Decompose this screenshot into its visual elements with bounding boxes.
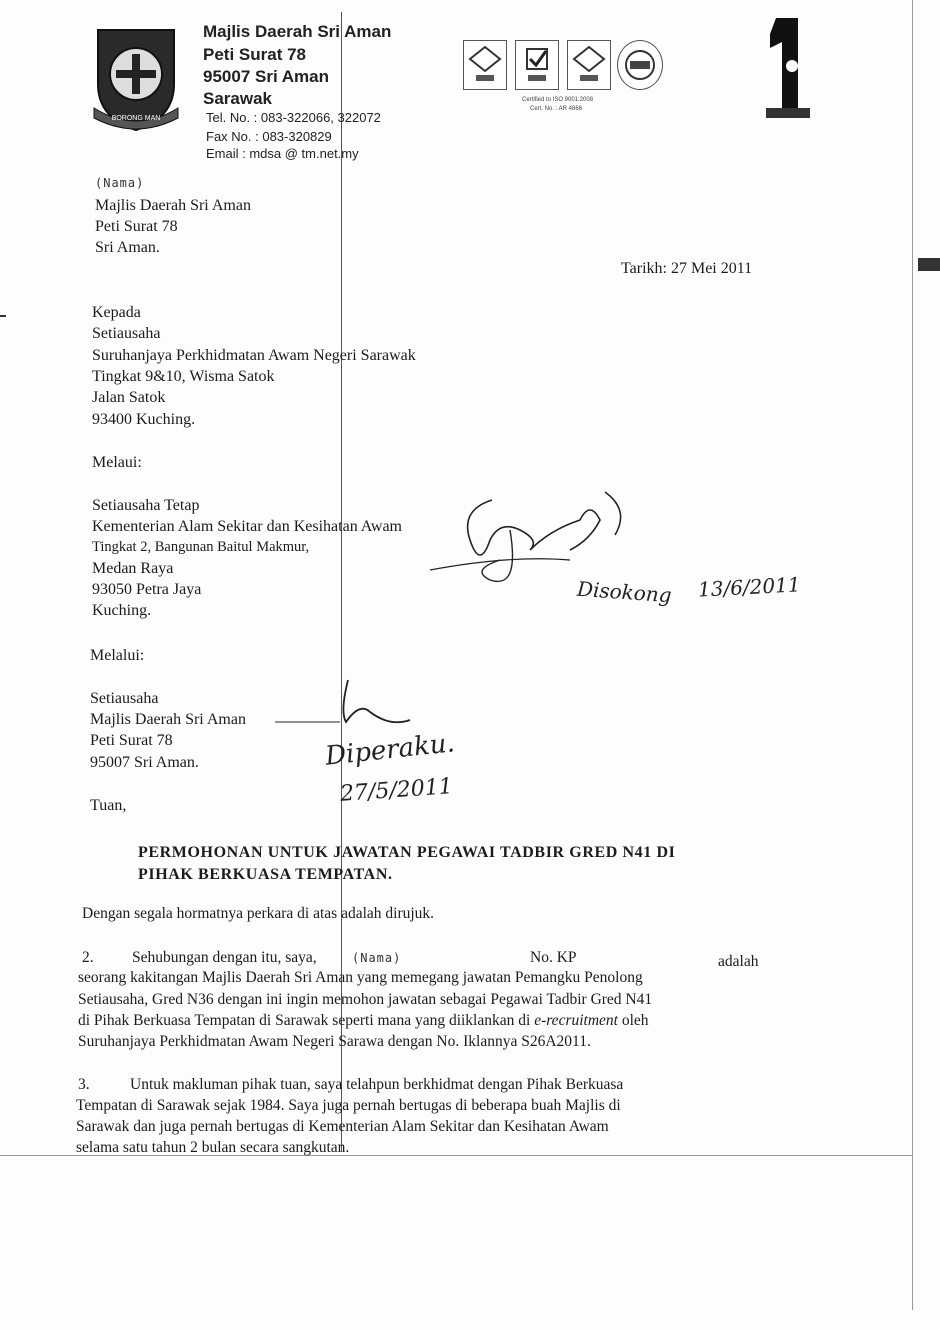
- p3-line-1: Untuk makluman pihak tuan, saya telahpun berkhidmat dengan Pihak Berkuasa: [130, 1076, 624, 1093]
- quality-badge-4: [617, 40, 663, 90]
- signature-2-date: 27/5/2011: [339, 774, 454, 807]
- via2-line-4: 95007 Sri Aman.: [90, 754, 199, 771]
- p2-line-4-end: oleh: [621, 1012, 649, 1029]
- quality-badge-2: [515, 40, 559, 90]
- via1-line-1: Setiausaha Tetap: [92, 497, 200, 514]
- checkmark-cert-icon: [516, 41, 558, 89]
- recipient-line-1: Setiausaha: [92, 325, 161, 342]
- quality-mark-icon-2: [568, 41, 610, 89]
- sender-line-1: Majlis Daerah Sri Aman: [95, 197, 251, 214]
- via2-line-3: Peti Surat 78: [90, 732, 173, 749]
- quality-mark-icon: [464, 41, 506, 89]
- org-state: Sarawak: [203, 89, 272, 108]
- recipient-line-4: Jalan Satok: [92, 389, 166, 406]
- sender-line-3: Sri Aman.: [95, 239, 160, 256]
- recipient-line-2: Suruhanjaya Perkhidmatan Awam Negeri Sarawak: [92, 347, 416, 364]
- via2-line-1: Setiausaha: [90, 690, 159, 707]
- cert-text-2: Cert. No. : AR 4866: [530, 106, 583, 112]
- via1-label: Melaui:: [92, 454, 142, 471]
- org-postcode-city: 95007 Sri Aman: [203, 67, 329, 86]
- sender-name-placeholder: (Nama): [95, 176, 145, 190]
- p2-line-4-text: di Pihak Berkuasa Tempatan di Sarawak seperti mana yang diiklankan di: [78, 1012, 531, 1029]
- cert-text-1: Certified to ISO 9001:2008: [522, 97, 594, 103]
- recipient-line-3: Tingkat 9&10, Wisma Satok: [92, 368, 275, 385]
- p3-number: 3.: [78, 1076, 90, 1093]
- p2-line-5: Suruhanjaya Perkhidmatan Awam Negeri Sarawa dengan No. Iklannya S26A2011.: [78, 1033, 591, 1050]
- crest-ribbon-text: BORONG MAN: [111, 115, 161, 122]
- p2-adalah: adalah: [718, 953, 759, 970]
- edge-mark: [918, 258, 940, 271]
- signature-1-date: 13/6/2011: [697, 572, 802, 602]
- org-email: Email : mdsa @ tm.net.my: [206, 146, 359, 161]
- signature-2-scribble: [270, 672, 450, 732]
- p2-name-placeholder: (Nama): [352, 951, 402, 965]
- via2-line-2: Majlis Daerah Sri Aman: [90, 711, 246, 728]
- recipient-kepada: Kepada: [92, 304, 141, 321]
- p2-line-2: seorang kakitangan Majlis Daerah Sri Aman yang memegang jawatan Pemangku Penolong: [78, 969, 643, 986]
- org-po-box: Peti Surat 78: [203, 45, 306, 64]
- via1-line-3: Tingkat 2, Bangunan Baitul Makmur,: [92, 539, 310, 555]
- via1-line-2: Kementerian Alam Sekitar dan Kesihatan Awam: [92, 518, 402, 535]
- p2-kp-label: No. KP: [530, 949, 577, 966]
- iso-ring-icon: [618, 41, 662, 89]
- quality-badge-3: [567, 40, 611, 90]
- signature-1-name: Disokong: [576, 576, 673, 608]
- e-recruitment-term: e-recruitment: [534, 1012, 618, 1029]
- subject-line-1: PERMOHONAN UNTUK JAWATAN PEGAWAI TADBIR GRED N41 DI: [138, 844, 676, 861]
- via1-line-4: Medan Raya: [92, 560, 174, 577]
- p3-line-2: Tempatan di Sarawak sejak 1984. Saya juga pernah bertugas di beberapa buah Majlis di: [76, 1097, 621, 1114]
- greeting: Tuan,: [90, 797, 127, 814]
- edge-tick: [0, 315, 6, 317]
- signature-2-note: Diperaku.: [323, 728, 457, 772]
- via2-label: Melalui:: [90, 647, 145, 664]
- quality-badge-1: [463, 40, 507, 90]
- p2-number: 2.: [82, 949, 94, 966]
- sender-line-2: Peti Surat 78: [95, 218, 178, 235]
- subject-line-2: PIHAK BERKUASA TEMPATAN.: [138, 866, 393, 883]
- p2-line-3: Setiausaha, Gred N36 dengan ini ingin memohon jawatan sebagai Pegawai Tadbir Gred N41: [78, 991, 653, 1008]
- org-fax: Fax No. : 083-320829: [206, 129, 332, 144]
- p2-line-4: [78, 1011, 649, 1031]
- p2-intro: Sehubungan dengan itu, saya,: [132, 949, 317, 966]
- org-name: Majlis Daerah Sri Aman: [203, 22, 392, 41]
- recipient-line-5: 93400 Kuching.: [92, 411, 196, 428]
- via1-line-5: 93050 Petra Jaya: [92, 581, 202, 598]
- one-malaysia-logo: [752, 12, 814, 124]
- body-paragraph-1: Dengan segala hormatnya perkara di atas adalah dirujuk.: [82, 905, 435, 922]
- letter-date: Tarikh: 27 Mei 2011: [621, 260, 753, 277]
- p3-line-4: selama satu tahun 2 bulan secara sangkutan.: [76, 1139, 350, 1156]
- org-tel: Tel. No. : 083-322066, 322072: [206, 110, 381, 125]
- council-crest-logo: [88, 22, 184, 134]
- p3-line-3: Sarawak dan juga pernah bertugas di Kementerian Alam Sekitar dan Kesihatan Awam: [76, 1118, 609, 1135]
- right-border-line: [912, 0, 913, 1310]
- via1-line-6: Kuching.: [92, 602, 152, 619]
